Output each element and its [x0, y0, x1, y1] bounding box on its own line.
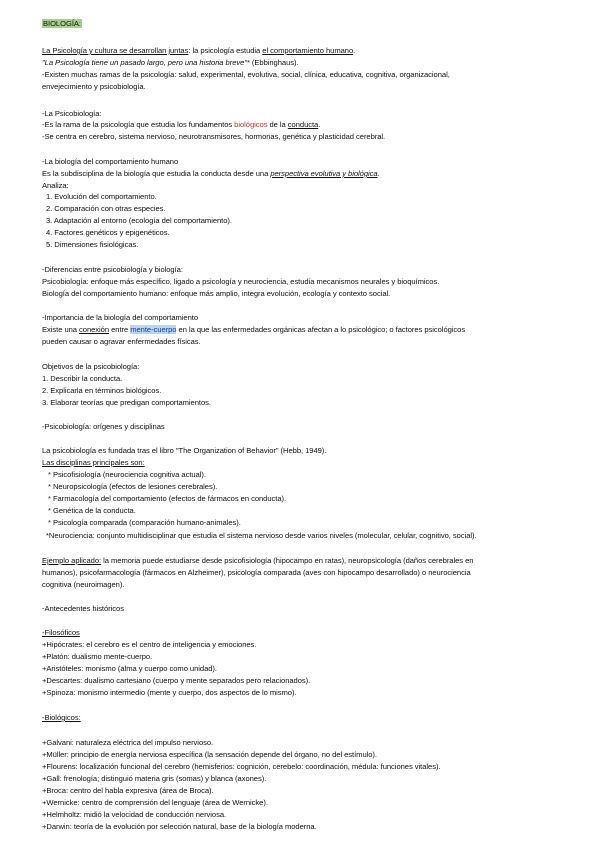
list-item: * Psicología comparada (comparación humano-animales).	[48, 518, 241, 527]
filosoficos-heading: -Filosóficos	[42, 628, 80, 637]
diferencias-heading: -Diferencias entre psicobiología y biología:	[42, 265, 183, 274]
psicobiologia-line-1: -Es la rama de la psicología que estudia los fundamentos biológicos de la conducta.	[42, 120, 321, 129]
list-item: * Genética de la conducta.	[48, 506, 136, 515]
diferencias-line-1: Psicobiología: enfoque más específico, ligado a psicología y neurociencia, estudia mecanismos neurales y bioquímicos.	[42, 277, 440, 286]
diferencias-line-2: Biología del comportamiento humano: enfoque más amplio, integra evolución, ecología y contexto social.	[42, 289, 391, 298]
list-item: * Neuropsicología (efectos de lesiones cerebrales).	[48, 482, 218, 491]
biologicos-heading: -Biológicos:	[42, 713, 81, 722]
document-title	[42, 19, 82, 29]
importancia-line-1: Existe una conexión entre mente-cuerpo en la que las enfermedades orgánicas afectan a lo psicológico; o factores psicológicos	[42, 325, 466, 334]
importancia-heading: -Importancia de la biología del comportamiento	[42, 313, 198, 322]
analiza-label: Analiza:	[42, 181, 69, 190]
ejemplo-line-1: Ejemplo aplicado: la memoria puede estudiarse desde psicofisiología (hipocampo en ratas), neuropsicología (daños cerebrales en	[42, 556, 474, 565]
biologia-line-1: Es la subdisciplina de la biología que estudia la conducta desde una perspectiva evolutiva y biológica.	[42, 169, 380, 178]
list-item: +Darwin: teoría de la evolución por selección natural, base de la biología moderna.	[42, 822, 317, 831]
origenes-line-1: La psicobiología es fundada tras el libro "The Organization of Behavior" (Hebb, 1949).	[42, 446, 327, 455]
list-item: * Psicofisiología (neurociencia cognitiva actual).	[48, 470, 206, 479]
list-item: +Helmholtz: midió la velocidad de conducción nerviosa.	[42, 810, 227, 819]
psicobiologia-line-2: -Se centra en cerebro, sistema nervioso, neurotransmisores, hormonas, genética y plasticidad cerebral.	[42, 132, 386, 141]
intro-line-1: La Psicología y cultura se desarrollan juntas: la psicología estudia el comportamiento humano.	[42, 46, 356, 55]
list-item: +Aristóteles: monismo (alma y cuerpo como unidad).	[42, 664, 217, 673]
selected-text-highlight: mente-cuerpo	[130, 325, 177, 334]
objetivos-heading: Objetivos de la psicobiología:	[42, 362, 140, 371]
importancia-line-2: pueden causar o agravar enfermedades físicas.	[42, 337, 201, 346]
list-item: +Descartes: dualismo cartesiano (cuerpo y mente separados pero relacionados).	[42, 676, 311, 685]
origenes-heading: -Psicobiología: orígenes y disciplinas	[42, 422, 165, 431]
list-item: +Spinoza: monismo intermedio (mente y cuerpo, dos aspectos de lo mismo).	[42, 688, 297, 697]
list-item: +Wernicke: centro de comprensión del lenguaje (área de Wernicke).	[42, 798, 268, 807]
list-item: +Gall: frenología; distinguió materia gris (somas) y blanca (axones).	[42, 774, 267, 783]
intro-branches-2: envejecimiento y psicobiología.	[42, 82, 146, 91]
list-item: 1. Describir la conducta.	[42, 374, 123, 383]
list-item: +Galvani: naturaleza eléctrica del impulso nervioso.	[42, 738, 214, 747]
psicobiologia-heading: -La Psicobiología:	[42, 109, 102, 118]
list-item: 5. Dimensiones fisiológicas.	[46, 240, 139, 249]
list-item: 3. Adaptación al entorno (ecología del comportamiento).	[46, 216, 232, 225]
list-item: +Hipócrates: el cerebro es el centro de inteligencia y emociones.	[42, 640, 257, 649]
list-item: * Farmacología del comportamiento (efectos de fármacos en conducta).	[48, 494, 287, 503]
ejemplo-line-3: cognitiva (neuroimagen).	[42, 580, 125, 589]
list-item: 2. Explicarla en términos biológicos.	[42, 386, 162, 395]
list-item: +Platón: dualismo mente-cuerpo.	[42, 652, 153, 661]
neurociencia-line: *Neurociencia: conjunto multidisciplinar que estudia el sistema nervioso desde varios niveles (molecular, celular, cognitivo, social).	[46, 531, 477, 540]
list-item: +Broca: centro del habla expresiva (área de Broca).	[42, 786, 214, 795]
list-item: 3. Elaborar teorías que predigan comportamientos.	[42, 398, 211, 407]
biologia-heading: -La biología del comportamiento humano	[42, 157, 179, 166]
list-item: 2. Comparación con otras especies.	[46, 204, 166, 213]
disciplinas-heading: Las disciplinas principales son:	[42, 458, 145, 467]
list-item: 1. Evolución del comportamiento.	[46, 192, 157, 201]
list-item: 4. Factores genéticos y epigenéticos.	[46, 228, 170, 237]
list-item: +Flourens: localización funcional del cerebro (hemisferios: cognición, cerebelo: coordinación, médula: funciones vitales).	[42, 762, 441, 771]
antecedentes-heading: -Antecedentes históricos	[42, 604, 124, 613]
intro-quote: "La Psicología tiene un pasado largo, pero una historia breve"* (Ebbinghaus).	[42, 58, 299, 67]
title-highlight: BIOLOGÍA:	[43, 19, 81, 28]
ejemplo-line-2: humanos), psicofarmacología (fármacos en Alzheimer), psicología comparada (aves con hipocampo desarrollado) o neurociencia	[42, 568, 471, 577]
list-item: +Müller: principio de energía nerviosa específica (la sensación depende del órgano, no del estímulo).	[42, 750, 377, 759]
intro-branches-1: -Existen muchas ramas de la psicología: salud, experimental, evolutiva, social, clínica, educativa, cognitiva, organizacional,	[42, 70, 450, 79]
